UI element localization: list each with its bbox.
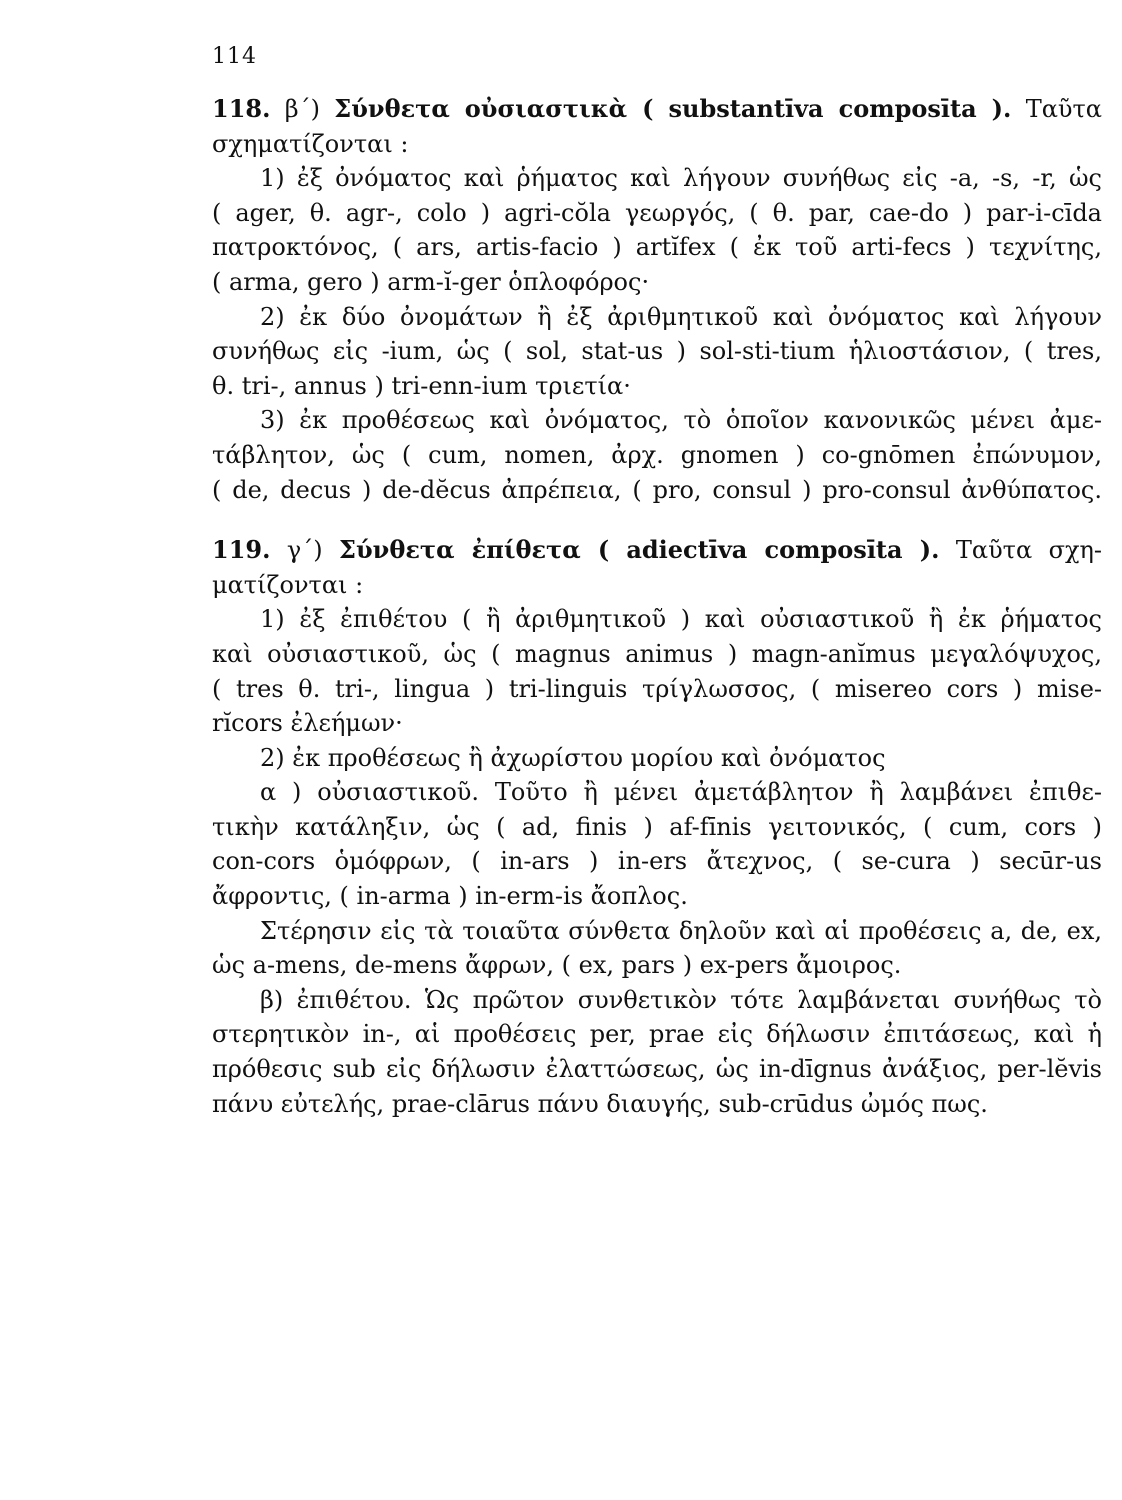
text-line: συνήθως εἰς -ium, ὡς ( sol, stat-us ) sol-sti-tium ἡλιοστάσιον, ( tres, [212,337,1102,366]
text-line: ὡς a-mens, de-mens ἄφρων, ( ex, pars ) ex-pers ἄμοιρος. [212,951,902,980]
section-number: 118. [212,94,271,123]
text-line: σχηματίζονται : [212,129,409,158]
section-gap [212,507,1102,533]
text-line: πάνυ εὐτελής, prae-clārus πάνυ διαυγής, sub-crūdus ὠμός πως. [212,1089,988,1118]
section-118-heading [212,92,1102,127]
text-line: ( arma, gero ) arm-ĭ-ger ὁπλοφόρος· [212,267,650,296]
text-line: στερητικὸν in-, αἱ προθέσεις per, prae εἰς δήλωσιν ἐπιτάσεως, καὶ ἡ [212,1020,1102,1049]
text-line: ( tres θ. tri-, lingua ) tri-linguis τρίγλωσσος, ( misereo cors ) mise- [212,674,1102,703]
section-title: Σύνθετα οὐσιαστικὰ ( substantīva composīta ). [334,94,1012,123]
text-line: ( de, decus ) de-dĕcus ἀπρέπεια, ( pro, consul ) pro-consul ἀνθύπατος. [212,475,1102,504]
section-number: 119. [212,535,271,565]
text-line: τικὴν κατάληξιν, ὡς ( ad, finis ) af-fīnis γειτονικός, ( cum, cors ) [212,812,1102,841]
text-line: α ) οὐσιαστικοῦ. Τοῦτο ἢ μένει ἀμετάβλητον ἢ λαμβάνει ἐπιθε- [260,778,1102,807]
section-119-heading [212,533,1102,568]
text-line: 1) ἐξ ὀνόματος καὶ ῥήματος καὶ λήγουν συνήθως εἰς -a, -s, -r, ὡς [260,164,1102,193]
section-intro: Ταῦτα [1025,95,1102,123]
text-line: Στέρησιν εἰς τὰ τοιαῦτα σύνθετα δηλοῦν καὶ αἱ προθέσεις a, de, ex, [260,916,1102,945]
section-marker: β΄) [284,95,320,123]
text-line: τάβλητον, ὡς ( cum, nomen, ἀρχ. gnomen ) co-gnōmen ἐπώνυμον, [212,440,1102,469]
text-line: ἄφροντις, ( in-arma ) in-erm-is ἄοπλος. [212,882,688,911]
text-line: 2) ἐκ προθέσεως ἢ ἀχωρίστου μορίου καὶ ὀνόματος [260,743,886,772]
text-line: ( ager, θ. agr-, colo ) agri-cŏla γεωργός, ( θ. par, cae-do ) par-i-cīda [212,198,1102,227]
section-title: Σύνθετα ἐπίθετα ( adiectīva composīta ). [339,535,940,565]
text-line: rĭcors ἐλεήμων· [212,709,403,738]
text-line: con-cors ὁμόφρων, ( in-ars ) in-ers ἄτεχνος, ( se-cura ) secūr-us [212,847,1102,876]
text-line: θ. tri-, annus ) tri-enn-ium τριετία· [212,371,631,400]
text-line: 1) ἐξ ἐπιθέτου ( ἢ ἀριθμητικοῦ ) καὶ οὐσιαστικοῦ ἢ ἐκ ῥήματος [260,605,1102,634]
text-line: πρόθεσις sub εἰς δήλωσιν ἐλαττώσεως, ὡς in-dīgnus ἀνάξιος, per-lĕvis [212,1055,1102,1084]
page-number: 114 [212,44,257,69]
page-body [212,92,1102,1121]
text-line: ματίζονται : [212,570,364,599]
text-line: πατροκτόνος, ( ars, artis-facio ) artĭfex ( ἐκ τοῦ arti-fecs ) τεχνίτης, [212,233,1102,262]
text-line: 2) ἐκ δύο ὀνομάτων ἢ ἐξ ἀριθμητικοῦ καὶ ὀνόματος καὶ λήγουν [260,302,1102,331]
section-marker: γ΄) [286,536,323,565]
text-line: καὶ οὐσιαστικοῦ, ὡς ( magnus animus ) magn-anĭmus μεγαλόψυχος, [212,639,1102,668]
text-line: β) ἐπιθέτου. Ὡς πρῶτον συνθετικὸν τότε λαμβάνεται συνήθως τὸ [260,985,1102,1014]
section-intro: Ταῦτα σχη- [955,536,1103,565]
text-line: 3) ἐκ προθέσεως καὶ ὀνόματος, τὸ ὁποῖον κανονικῶς μένει ἀμε- [260,406,1102,435]
